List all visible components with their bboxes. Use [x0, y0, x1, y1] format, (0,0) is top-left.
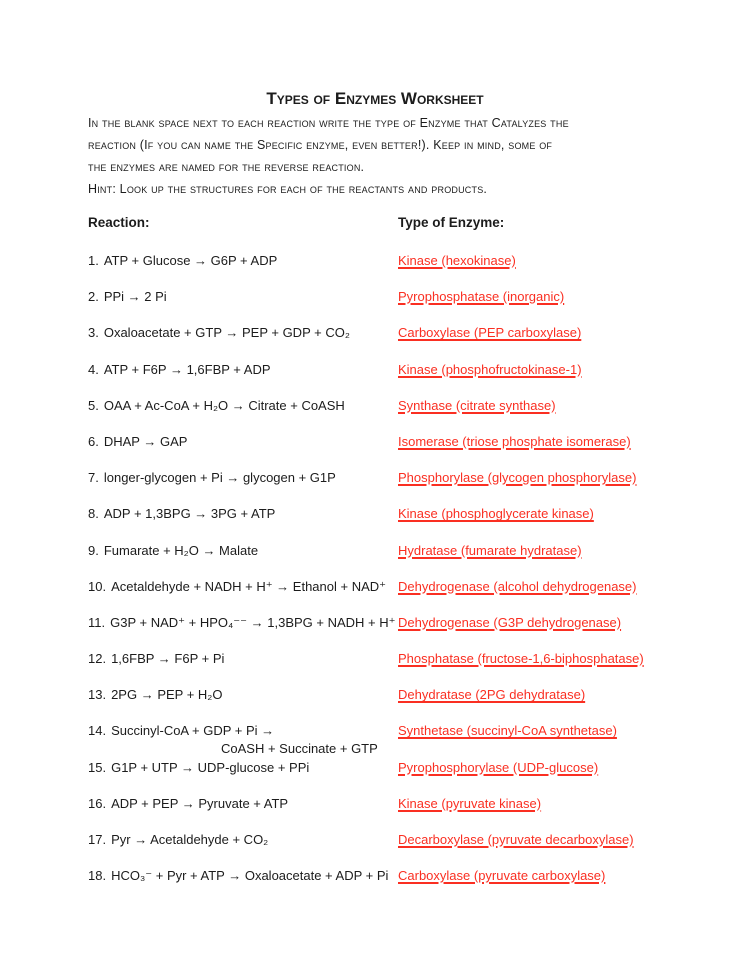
reaction-text: PPi → 2 Pi	[103, 289, 167, 305]
reaction-text: HCO₃⁻ + Pyr + ATP → Oxaloacetate + ADP + Pi	[111, 868, 389, 884]
hint-line: Hint: Look up the structures for each of the reactants and products.	[88, 182, 488, 196]
reaction-text: ADP + 1,3BPG → 3PG + ATP	[103, 506, 276, 522]
reaction-text: longer-glycogen + Pi → glycogen + G1P	[103, 470, 336, 486]
enzyme-answer: Pyrophosphatase (inorganic)	[398, 289, 565, 305]
enzyme-answer: Pyrophosphorylase (UDP-glucose)	[398, 759, 599, 775]
reaction-text: DHAP → GAP	[103, 433, 188, 449]
reaction-row	[88, 832, 662, 868]
reaction-number: 3.	[88, 325, 99, 341]
reaction-row	[88, 362, 662, 398]
reaction-row	[88, 723, 662, 759]
reaction-row	[88, 796, 662, 832]
reaction-number: 16.	[88, 795, 107, 811]
enzyme-answer: Synthase (citrate synthase)	[398, 397, 556, 413]
reaction-text: Oxaloacetate + GTP → PEP + GDP + CO₂	[103, 325, 350, 341]
enzyme-answer: Dehydrogenase (G3P dehydrogenase)	[398, 614, 622, 630]
enzyme-answer: Synthetase (succinyl-CoA synthetase)	[398, 723, 617, 739]
reaction-number: 6.	[88, 433, 99, 449]
intro-line-1: In the blank space next to each reaction write the type of Enzyme that Catalyzes the	[88, 116, 569, 130]
enzyme-answer: Dehydrogenase (alcohol dehydrogenase)	[398, 578, 637, 594]
reaction-cell	[88, 687, 398, 723]
reaction-text: OAA + Ac-CoA + H₂O → Citrate + CoASH	[103, 397, 345, 413]
enzyme-answer: Carboxylase (pyruvate carboxylase)	[398, 868, 606, 884]
reaction-cell	[88, 579, 398, 615]
reaction-row	[88, 470, 662, 506]
reaction-text: G3P + NAD⁺ + HPO₄⁻⁻ → 1,3BPG + NADH + H⁺	[110, 614, 396, 630]
reaction-cell	[88, 651, 398, 687]
reaction-number: 14.	[88, 723, 107, 739]
reaction-cell	[88, 325, 398, 361]
reaction-number: 18.	[88, 868, 107, 884]
column-header-reaction: Reaction:	[88, 215, 150, 230]
reaction-cell	[88, 398, 398, 434]
reaction-cell	[88, 615, 398, 651]
reaction-text: 2PG → PEP + H₂O	[111, 687, 223, 703]
reaction-row	[88, 543, 662, 579]
intro-line-3: the enzymes are named for the reverse reaction.	[88, 160, 365, 174]
intro-line-2: reaction (If you can name the Specific enzyme, even better!). Keep in mind, some of	[88, 138, 553, 152]
reaction-row	[88, 325, 662, 361]
reaction-number: 10.	[88, 578, 107, 594]
reaction-row	[88, 289, 662, 325]
reaction-number: 17.	[88, 832, 107, 847]
reaction-cell	[88, 470, 398, 506]
enzyme-answer: Isomerase (triose phosphate isomerase)	[398, 433, 631, 449]
reaction-row	[88, 760, 662, 796]
reaction-text: G1P + UTP → UDP-glucose + PPi	[111, 759, 310, 775]
reaction-cell	[88, 362, 398, 398]
reaction-row	[88, 506, 662, 542]
reaction-number: 5.	[88, 397, 99, 413]
enzyme-answer: Phosphatase (fructose-1,6-biphosphatase)	[398, 651, 644, 667]
reaction-number: 4.	[88, 361, 99, 377]
enzyme-answer: Kinase (hexokinase)	[398, 253, 516, 268]
reaction-number: 2.	[88, 289, 99, 305]
reaction-row	[88, 868, 662, 904]
intro-paragraph	[88, 112, 662, 178]
reaction-number: 9.	[88, 542, 99, 558]
reaction-row	[88, 687, 662, 723]
enzyme-answer: Phosphorylase (glycogen phosphorylase)	[398, 470, 637, 486]
reaction-row	[88, 651, 662, 687]
reaction-text: ATP + Glucose → G6P + ADP	[103, 253, 278, 268]
enzyme-answer: Decarboxylase (pyruvate decarboxylase)	[398, 832, 634, 847]
reaction-number: 1.	[88, 253, 99, 268]
enzyme-answer: Kinase (pyruvate kinase)	[398, 795, 542, 811]
reaction-text: ADP + PEP → Pyruvate + ATP	[111, 795, 289, 811]
worksheet-content	[88, 90, 662, 904]
column-header-enzyme: Type of Enzyme:	[398, 215, 505, 230]
reaction-cell	[88, 253, 398, 289]
reaction-cell	[88, 868, 398, 904]
reaction-row	[88, 579, 662, 615]
reaction-cell	[88, 832, 398, 868]
enzyme-answer: Carboxylase (PEP carboxylase)	[398, 325, 582, 341]
enzyme-answer: Kinase (phosphofructokinase-1)	[398, 361, 582, 377]
reaction-number: 8.	[88, 506, 99, 522]
reaction-cell	[88, 760, 398, 796]
reaction-text: Acetaldehyde + NADH + H⁺ → Ethanol + NAD⁺	[111, 578, 387, 594]
reaction-cell	[88, 723, 398, 759]
column-headers	[88, 215, 662, 230]
reaction-number: 12.	[88, 651, 107, 667]
reaction-number: 11.	[88, 614, 106, 630]
reaction-row	[88, 398, 662, 434]
reaction-row	[88, 615, 662, 651]
reaction-text: 1,6FBP → F6P + Pi	[111, 651, 225, 667]
reaction-number: 13.	[88, 687, 107, 703]
reaction-cell	[88, 289, 398, 325]
enzyme-answer: Dehydratase (2PG dehydratase)	[398, 687, 586, 703]
reaction-cell	[88, 543, 398, 579]
reaction-number: 15.	[88, 759, 107, 775]
reaction-text: ATP + F6P → 1,6FBP + ADP	[103, 361, 271, 377]
reaction-text: Succinyl-CoA + GDP + Pi →	[111, 723, 275, 739]
reaction-text: Pyr → Acetaldehyde + CO₂	[111, 832, 269, 847]
reaction-cell	[88, 434, 398, 470]
reaction-cell	[88, 796, 398, 832]
reaction-text: Fumarate + H₂O → Malate	[103, 542, 259, 558]
reaction-text-continued: CoASH + Succinate + GTP	[221, 741, 378, 757]
enzyme-answer: Hydratase (fumarate hydratase)	[398, 542, 582, 558]
enzyme-answer: Kinase (phosphoglycerate kinase)	[398, 506, 594, 522]
page-title: Types of Enzymes Worksheet	[266, 89, 484, 108]
reaction-row	[88, 434, 662, 470]
worksheet-rows	[88, 253, 662, 904]
reaction-row	[88, 253, 662, 289]
reaction-cell	[88, 506, 398, 542]
reaction-number: 7.	[88, 470, 99, 486]
